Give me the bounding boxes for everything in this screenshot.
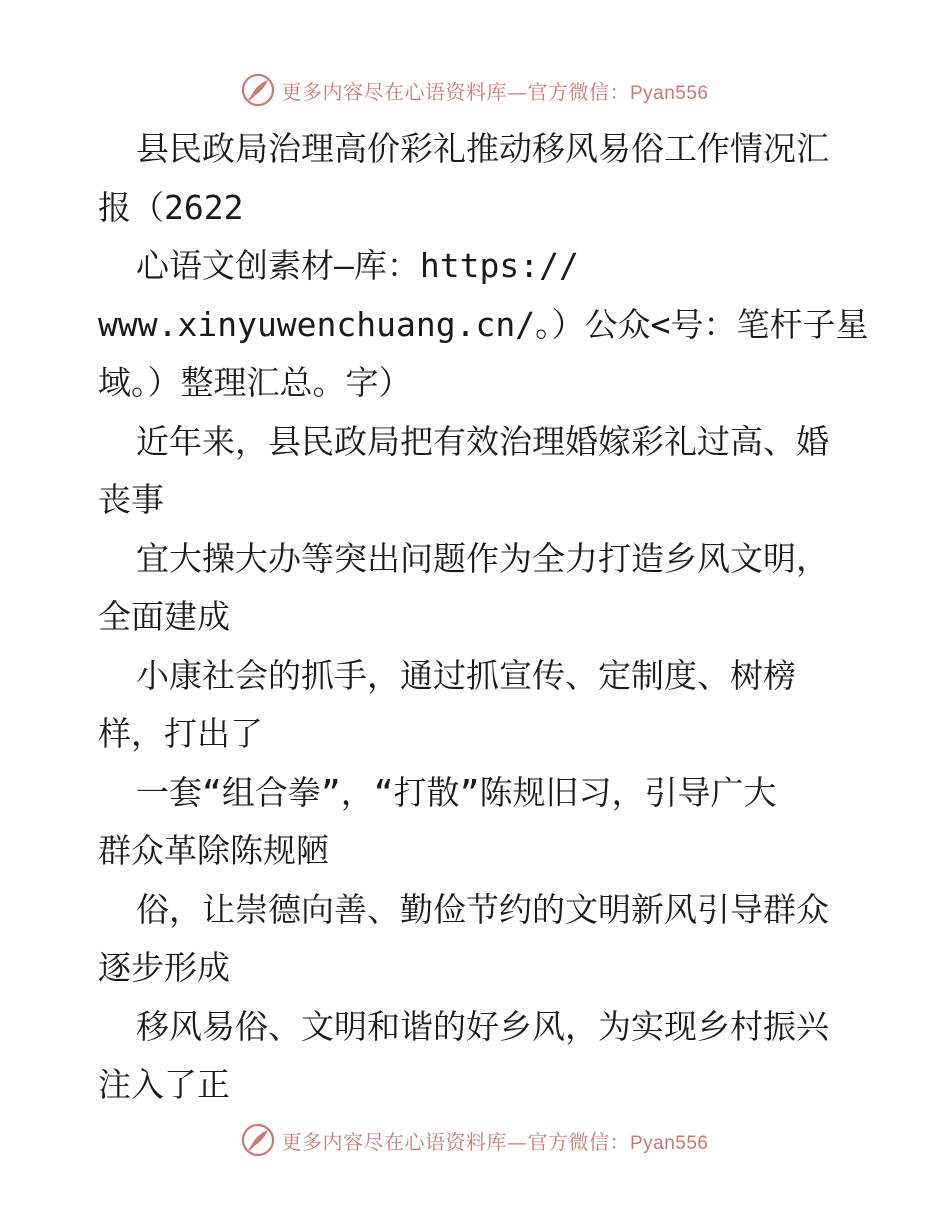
watermark-label: 更多内容尽在心语资料库—官方微信： [281,1129,630,1154]
document-line: 样，打出了 [98,714,263,753]
quill-pen-logo-icon [241,73,275,107]
document-line: 丧事 [98,480,164,519]
header-watermark-banner [0,68,950,112]
document-line: 域。）整理汇总。字） [98,363,412,402]
document-line: 小康社会的抓手，通过抓宣传、定制度、树榜 [136,655,796,695]
quill-pen-logo-icon [241,1123,275,1157]
document-line: www.xinyuwenchuang.cn/。）公众<号：笔杆子星 [98,304,869,344]
document-line: 心语文创素材—库：https:// [136,246,579,285]
document-line: 全面建成 [98,597,230,636]
document-line: 逐步形成 [98,948,230,987]
document-line: 一套“组合拳”，“打散”陈规旧习，引导广大 [136,772,777,812]
footer-watermark-text [281,1126,708,1155]
wechat-id: Pyan556 [629,1132,709,1154]
header-watermark-text [281,76,708,105]
document-line: 报（2622 [98,187,244,227]
document-line: 移风易俗、文明和谐的好乡风，为实现乡村振兴 [136,1006,829,1046]
document-line: 县民政局治理高价彩礼推动移风易俗工作情况汇 [136,129,829,168]
document-line: 近年来，县民政局把有效治理婚嫁彩礼过高、婚 [136,421,829,461]
wechat-id: Pyan556 [629,82,709,104]
document-body [98,120,869,1115]
footer-watermark-banner [0,1118,950,1162]
document-line: 宜大操大办等突出问题作为全力打造乡风文明， [136,538,829,578]
document-line: 注入了正 [98,1065,230,1104]
document-line: 俗，让崇德向善、勤俭节约的文明新风引导群众 [136,889,829,929]
watermark-label: 更多内容尽在心语资料库—官方微信： [281,79,630,104]
document-line: 群众革除陈规陋 [98,831,329,870]
